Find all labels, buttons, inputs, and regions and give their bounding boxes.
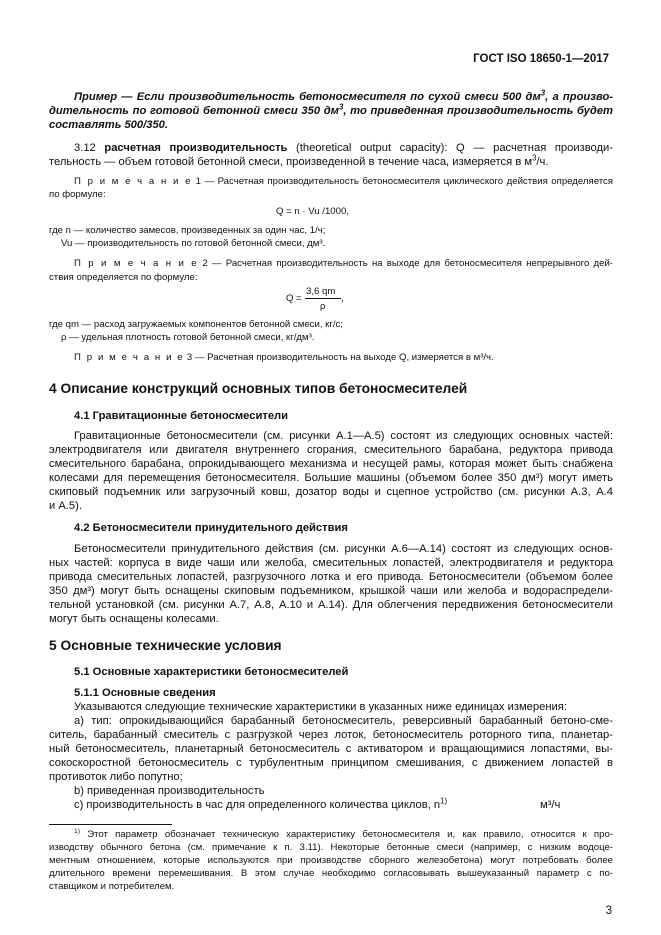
section-4-2-line-2: ных частей: корпуса в виде чаши или желоба, смесительных лопастей, электродвигателя и редуктора — [49, 557, 613, 569]
note-2-formula-comma: , — [341, 293, 344, 304]
section-4-1-line-4: колесами для перемещения бетоносмесителя. Большие машины (объемом более 350 дм³) могут иметь — [49, 472, 613, 484]
note-1-line-2: по формуле: — [49, 189, 106, 200]
example-line-3: составлять 500/350. — [49, 119, 168, 131]
footnote-line-5: ставщиком и потребителем. — [49, 881, 175, 892]
note-1-formula: Q = n · Vu /1000, — [276, 206, 349, 217]
section-4-1-line-1: Гравитационные бетоносмесители (см. рисунки А.1—А.5) состоят из следующих основных частей: — [74, 430, 613, 442]
note-2-where-2: ρ — удельная плотность готовой бетонной смеси, кг/дм³. — [61, 332, 315, 343]
example-line-2: дительность по готовой бетонной смеси 350 $дм^3$, то приведенная производительность будет — [49, 102, 613, 117]
note-2-line-1: П р и м е ч а н и е 2 — Расчетная производительность на выходе для бетоносмесителя непрерывного дей- — [74, 258, 613, 269]
note-2-fraction-bar — [305, 298, 341, 299]
section-4-2-title: 4.2 Бетоносмесители принудительного действия — [74, 522, 348, 534]
item-a-line-5: противоток либо попутно; — [49, 771, 183, 783]
section-4-title: 4 Описание конструкций основных типов бетоносмесителей — [49, 381, 468, 396]
note-1-where-2: Vu — производительность по готовой бетонной смеси, дм³. — [61, 238, 326, 249]
note-1-line-1: П р и м е ч а н и е 1 — Расчетная производительность бетоносмесителя циклического действия определяется — [74, 176, 613, 187]
footnote-line-3: ментным отношением, которые используются при производстве сборного железобетона) могут потребовать более — [49, 855, 613, 866]
note-2-formula-denominator: ρ — [320, 301, 326, 312]
definition-3-12-line-1: 3.12 расчетная производительность (theoretical output capacity): Q — расчетная производи- — [74, 142, 614, 154]
section-4-2-line-1: Бетоносмесители принудительного действия (см. рисунки А.6—А.14) состоят из следующих основ- — [74, 543, 613, 555]
standard-designation: ГОСТ ISO 18650-1—2017 — [473, 53, 609, 65]
section-4-1-title: 4.1 Гравитационные бетоносмесители — [74, 410, 289, 422]
footnote-separator — [49, 824, 172, 825]
note-3: П р и м е ч а н и е 3 — Расчетная производительность на выходе Q, измеряется в м³/ч. — [74, 352, 494, 363]
section-5-1-title: 5.1 Основные характеристики бетоносмесителей — [74, 666, 349, 678]
section-4-1-line-5: скиповый подъемник или загрузочный ковш, дозатор воды и сцепное устройство (см. рисунки А.3, А.4 — [49, 486, 613, 498]
note-2-line-2: ствия определяется по формуле: — [49, 272, 198, 283]
footnote-line-4: длительного времени перемешивания. В этом случае необходимо согласовывать вышеуказанный параметр с по- — [49, 868, 613, 879]
item-a-line-1: а) тип: опрокидывающийся барабанный бетоносмеситель, реверсивный барабанный бетоно-сме- — [74, 715, 613, 727]
section-4-1-line-6: и А.5). — [49, 500, 82, 512]
example-line-1: Пример — Если производительность бетоносмесителя по сухой смеси 500 $дм^3$, а произво- — [74, 88, 613, 103]
note-2-where-1: где qm — расход загружаемых компонентов бетонной смеси, кг/с; — [49, 319, 343, 330]
item-b: b) приведенная производительность — [74, 785, 265, 797]
section-4-2-line-5: тельной установкой (см. рисунки А.7, А.8, А.10 и А.14). Для облегчения передвижения бетоносмесители — [49, 599, 613, 611]
item-a-line-4: сокоскоростной бетоносмеситель с турбулентным принципом смешивания, с движением лопастей в — [49, 757, 613, 769]
page-number: 3 — [605, 905, 612, 917]
footnote-line-2: изводству обычного бетона (см. примечание к п. 3.11). Некоторые бетонные смеси (например, с низким водоце- — [49, 842, 613, 853]
note-1-where-1: где n — количество замесов, произведенных за один час, 1/ч; — [49, 225, 326, 236]
section-5-1-1-title: 5.1.1 Основные сведения — [74, 687, 216, 699]
section-4-2-line-6: могут быть оснащены колесами. — [49, 613, 219, 625]
section-4-1-line-2: электродвигателя или двигателя внутреннего сгорания, смесительного барабана, редуктора привода — [49, 444, 613, 456]
definition-3-12-line-2: тельность — объем готовой бетонной смеси, произведенной в течение часа, измеряется в $м^3/ч$. — [49, 153, 549, 168]
section-5-1-1-intro: Указываются следующие технические характеристики в указанных ниже единицах измерения: — [74, 701, 567, 713]
footnote-line-1: $^{1)}$ Этот параметр обозначает техническую характеристику бетоносмесителя и, как правило, относится к про- — [74, 827, 613, 840]
section-5-title: 5 Основные технические условия — [49, 638, 282, 653]
item-a-line-3: ный бетоносмеситель, планетарный бетоносмеситель с активатором и вращающимися лопастями, вы- — [49, 743, 613, 755]
item-a-line-2: ситель, барабанный смеситель с разгрузкой через лоток, бетоносмеситель роторного типа, планетар- — [49, 729, 613, 741]
item-c: c) производительность в час для определенного количества циклов, $n^{1)}$ — [74, 796, 448, 811]
section-4-2-line-4: 350 дм³) могут быть оснащены скиповым подъемником, крышкой чаши или желоба и водораспредели- — [49, 585, 613, 597]
item-c-unit: м³/ч — [540, 799, 561, 811]
section-4-1-line-3: смесительного барабана, опрокидывающего механизма и несущей рамы, которая может быть снабжена — [49, 458, 613, 470]
note-2-formula-numerator: 3,6 qm — [306, 286, 336, 297]
note-2-formula-lhs: Q = — [286, 293, 302, 304]
section-4-2-line-3: привода смесительных лопастей, разгрузочного лотка и его привода. Бетоносмесители (объемом более — [49, 571, 613, 583]
